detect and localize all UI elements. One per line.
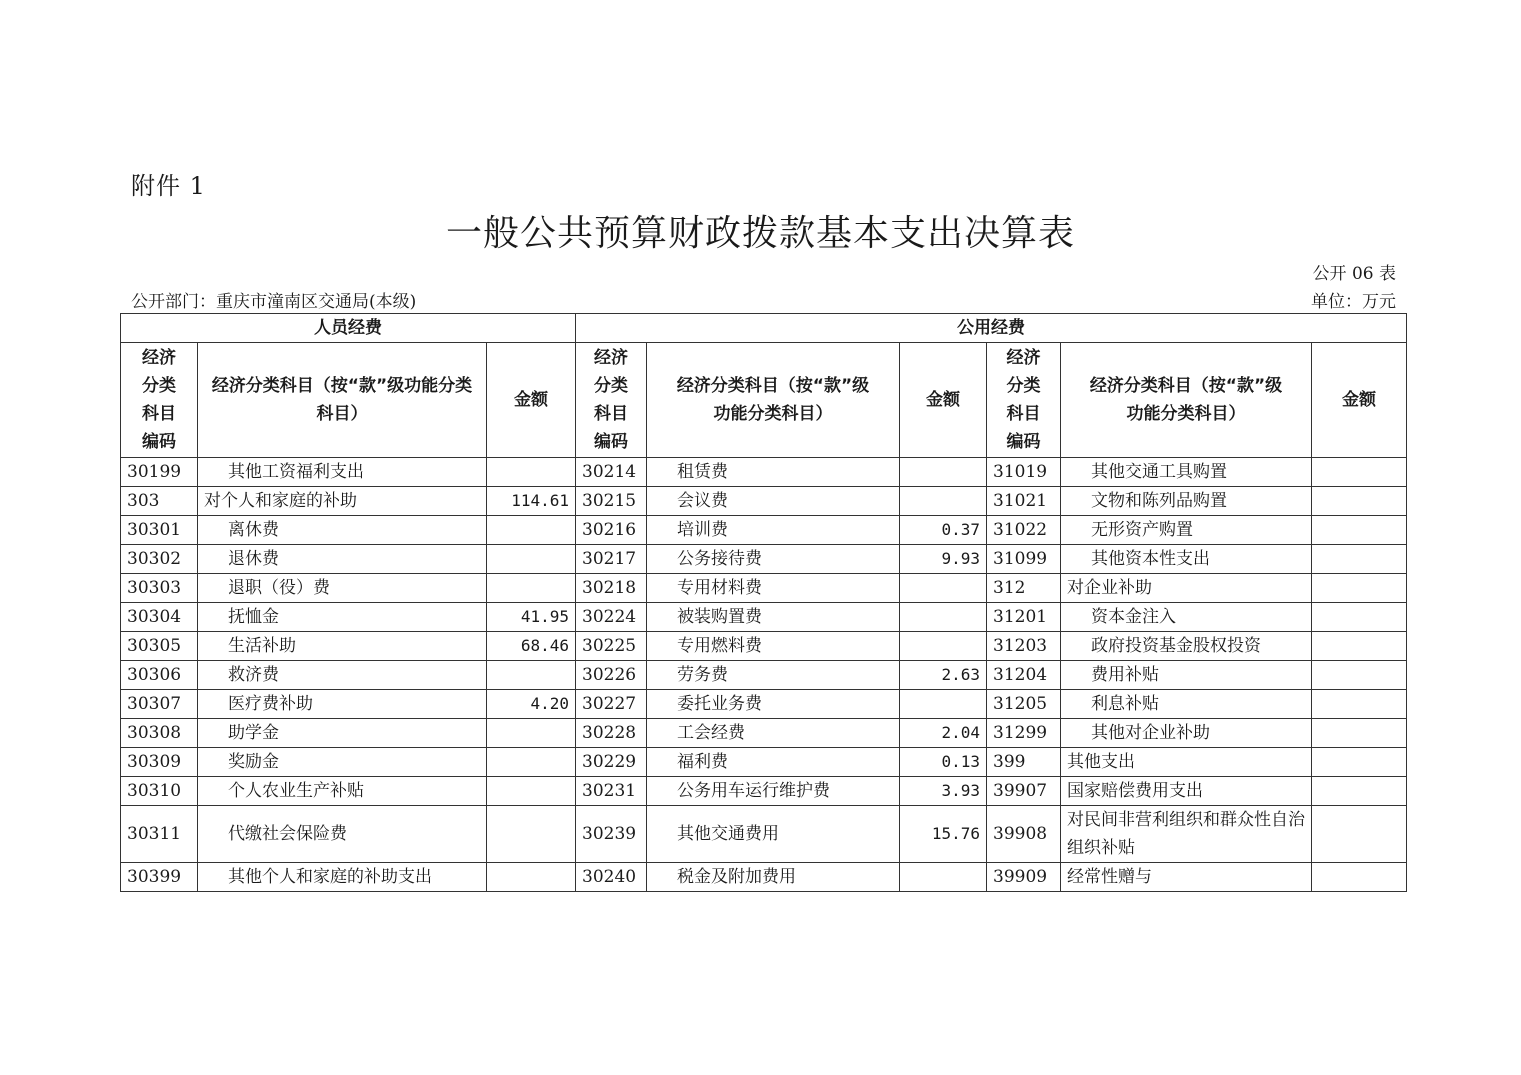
code-cell: 399 [987,748,1061,777]
amount-cell [1312,806,1407,863]
amount-cell [487,748,576,777]
amount-cell: 41.95 [487,603,576,632]
name-cell: 对企业补助 [1061,574,1312,603]
code-cell: 30301 [121,516,198,545]
form-number: 公开 06 表 [1312,264,1396,284]
code-cell: 31201 [987,603,1061,632]
amount-cell [1312,690,1407,719]
name-cell: 委托业务费 [647,690,900,719]
name-cell: 资本金注入 [1061,603,1312,632]
name-cell: 公务接待费 [647,545,900,574]
table-row [121,863,1407,892]
code-cell: 30225 [576,632,647,661]
amount-cell [487,458,576,487]
amount-cell: 2.04 [900,719,987,748]
header-name-right: 经济分类科目（按“款”级功能分类科目） [1061,343,1312,458]
table-row [121,777,1407,806]
amount-cell [1312,516,1407,545]
name-cell: 个人农业生产补贴 [198,777,487,806]
name-cell: 费用补贴 [1061,661,1312,690]
name-cell: 其他支出 [1061,748,1312,777]
name-cell: 其他个人和家庭的补助支出 [198,863,487,892]
name-cell: 其他交通工具购置 [1061,458,1312,487]
table-row [121,516,1407,545]
name-cell: 医疗费补助 [198,690,487,719]
amount-cell: 3.93 [900,777,987,806]
name-cell: 劳务费 [647,661,900,690]
name-cell: 无形资产购置 [1061,516,1312,545]
code-cell: 39908 [987,806,1061,863]
code-cell: 30218 [576,574,647,603]
amount-cell: 2.63 [900,661,987,690]
header-code-right: 经济分类科目编码 [987,343,1061,458]
amount-cell [900,603,987,632]
name-cell: 经常性赠与 [1061,863,1312,892]
code-cell: 30224 [576,603,647,632]
table-row [121,545,1407,574]
amount-cell [1312,777,1407,806]
code-cell: 30303 [121,574,198,603]
code-cell: 30199 [121,458,198,487]
section-personnel: 人员经费 [121,314,576,343]
name-cell: 助学金 [198,719,487,748]
amount-cell [900,574,987,603]
amount-cell [1312,661,1407,690]
name-cell: 公务用车运行维护费 [647,777,900,806]
amount-cell [487,863,576,892]
code-cell: 30215 [576,487,647,516]
code-cell: 30309 [121,748,198,777]
amount-cell [487,545,576,574]
name-cell: 退休费 [198,545,487,574]
code-cell: 30227 [576,690,647,719]
code-cell: 30226 [576,661,647,690]
table-row [121,748,1407,777]
code-cell: 30231 [576,777,647,806]
code-cell: 31022 [987,516,1061,545]
code-cell: 30214 [576,458,647,487]
header-name-mid: 经济分类科目（按“款”级功能分类科目） [647,343,900,458]
amount-cell [900,458,987,487]
code-cell: 30228 [576,719,647,748]
amount-cell: 4.20 [487,690,576,719]
code-cell: 31299 [987,719,1061,748]
code-cell: 30217 [576,545,647,574]
table-row [121,574,1407,603]
name-cell: 被装购置费 [647,603,900,632]
amount-cell [1312,545,1407,574]
code-cell: 30399 [121,863,198,892]
name-cell: 奖励金 [198,748,487,777]
section-public: 公用经费 [576,314,1407,343]
amount-cell [487,574,576,603]
attachment-label: 附件 1 [131,172,206,200]
header-amount-left: 金额 [487,343,576,458]
amount-cell [1312,574,1407,603]
code-cell: 30239 [576,806,647,863]
department-label: 公开部门：重庆市潼南区交通局(本级) [131,292,417,312]
code-cell: 31205 [987,690,1061,719]
code-cell: 31204 [987,661,1061,690]
code-cell: 30308 [121,719,198,748]
budget-table [120,313,1407,892]
name-cell: 国家赔偿费用支出 [1061,777,1312,806]
name-cell: 对民间非营利组织和群众性自治组织补贴 [1061,806,1312,863]
amount-cell: 114.61 [487,487,576,516]
table-row [121,719,1407,748]
code-cell: 303 [121,487,198,516]
amount-cell [487,777,576,806]
name-cell: 利息补贴 [1061,690,1312,719]
table-row [121,661,1407,690]
code-cell: 30229 [576,748,647,777]
amount-cell: 9.93 [900,545,987,574]
code-cell: 30216 [576,516,647,545]
amount-cell: 15.76 [900,806,987,863]
unit-label: 单位：万元 [1311,292,1396,312]
code-cell: 30306 [121,661,198,690]
code-cell: 30307 [121,690,198,719]
table-row [121,690,1407,719]
code-cell: 30304 [121,603,198,632]
amount-cell [487,516,576,545]
code-cell: 31021 [987,487,1061,516]
code-cell: 30310 [121,777,198,806]
table-row [121,458,1407,487]
amount-cell [1312,748,1407,777]
name-cell: 专用材料费 [647,574,900,603]
name-cell: 退职（役）费 [198,574,487,603]
name-cell: 抚恤金 [198,603,487,632]
name-cell: 救济费 [198,661,487,690]
code-cell: 31203 [987,632,1061,661]
amount-cell: 0.13 [900,748,987,777]
page-title: 一般公共预算财政拨款基本支出决算表 [445,213,1075,254]
amount-cell [900,632,987,661]
name-cell: 工会经费 [647,719,900,748]
code-cell: 39909 [987,863,1061,892]
amount-cell [1312,719,1407,748]
code-cell: 31099 [987,545,1061,574]
name-cell: 福利费 [647,748,900,777]
name-cell: 文物和陈列品购置 [1061,487,1312,516]
name-cell: 会议费 [647,487,900,516]
name-cell: 租赁费 [647,458,900,487]
name-cell: 税金及附加费用 [647,863,900,892]
amount-cell [900,690,987,719]
code-cell: 31019 [987,458,1061,487]
name-cell: 离休费 [198,516,487,545]
name-cell: 其他资本性支出 [1061,545,1312,574]
amount-cell [900,487,987,516]
name-cell: 其他对企业补助 [1061,719,1312,748]
amount-cell [1312,603,1407,632]
table-row [121,806,1407,863]
amount-cell [1312,458,1407,487]
code-cell: 39907 [987,777,1061,806]
code-cell: 30311 [121,806,198,863]
amount-cell [487,719,576,748]
name-cell: 代缴社会保险费 [198,806,487,863]
table-row [121,603,1407,632]
amount-cell [900,863,987,892]
amount-cell [1312,632,1407,661]
amount-cell [1312,487,1407,516]
code-cell: 30305 [121,632,198,661]
name-cell: 其他交通费用 [647,806,900,863]
name-cell: 生活补助 [198,632,487,661]
name-cell: 其他工资福利支出 [198,458,487,487]
table-row [121,632,1407,661]
table-row [121,487,1407,516]
name-cell: 对个人和家庭的补助 [198,487,487,516]
name-cell: 政府投资基金股权投资 [1061,632,1312,661]
amount-cell: 0.37 [900,516,987,545]
header-amount-mid: 金额 [900,343,987,458]
header-code-mid: 经济分类科目编码 [576,343,647,458]
name-cell: 专用燃料费 [647,632,900,661]
header-code-left: 经济分类科目编码 [121,343,198,458]
amount-cell: 68.46 [487,632,576,661]
code-cell: 30302 [121,545,198,574]
header-amount-right: 金额 [1312,343,1407,458]
amount-cell [487,806,576,863]
amount-cell [1312,863,1407,892]
code-cell: 30240 [576,863,647,892]
amount-cell [487,661,576,690]
header-name-left: 经济分类科目（按“款”级功能分类科目） [198,343,487,458]
code-cell: 312 [987,574,1061,603]
name-cell: 培训费 [647,516,900,545]
